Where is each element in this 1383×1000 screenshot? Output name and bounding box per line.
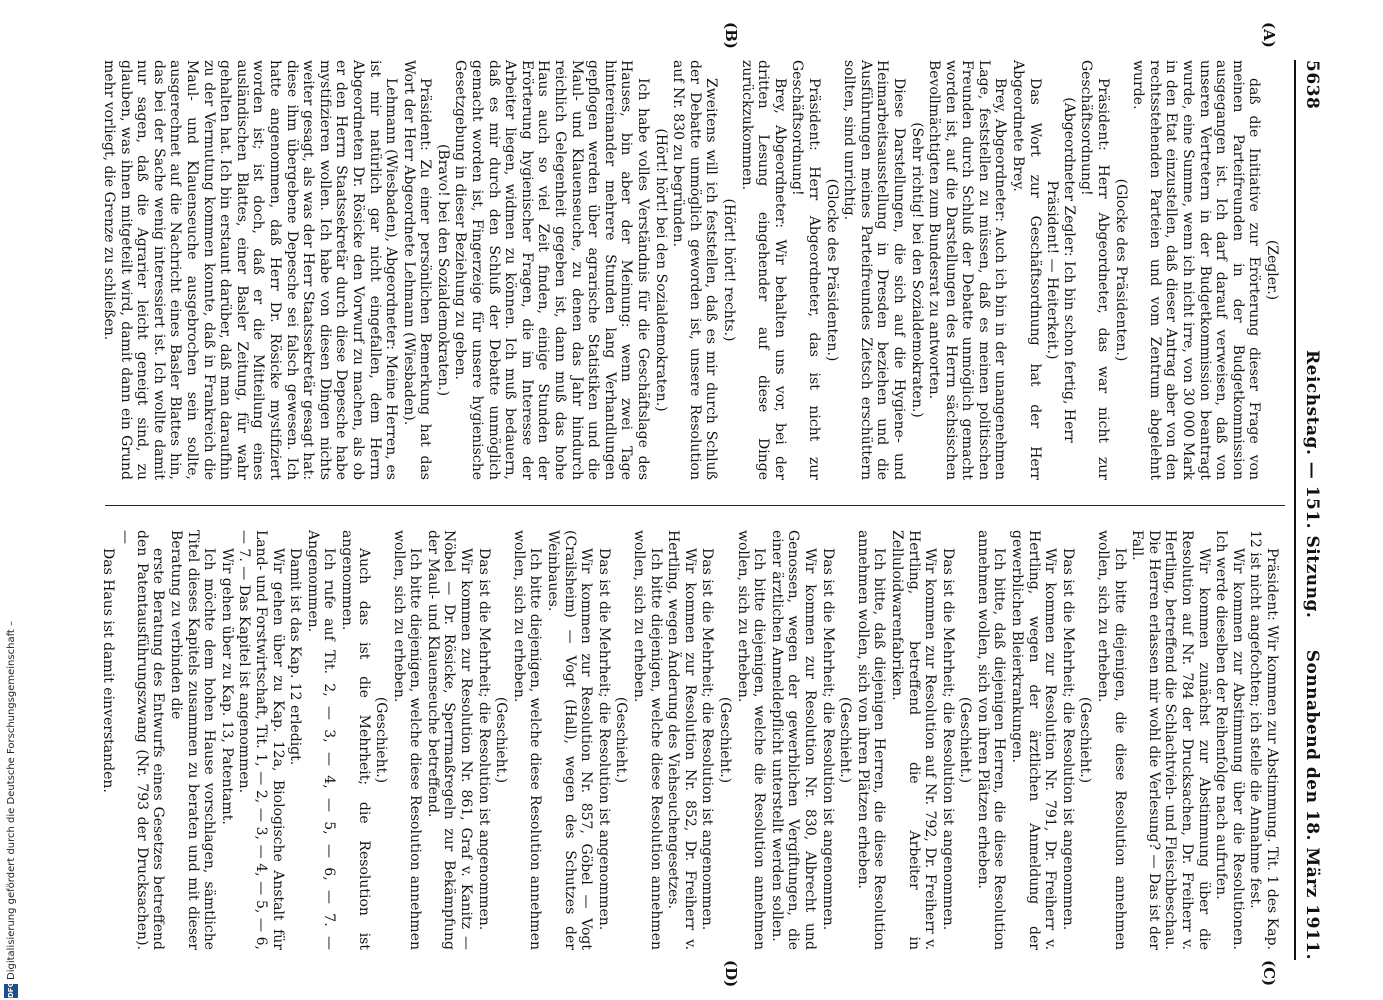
paragraph: (Geschieht.)	[717, 696, 733, 784]
paragraph: (Glocke des Präsidenten.)	[823, 178, 840, 362]
paragraph: (Hört! hört! rechts.)	[721, 198, 737, 342]
paragraph: Ich bitte diejenigen, welche diese Resolution annehmen wollen, sich zu erheben.	[390, 530, 424, 950]
paragraph: (Geschieht.)	[373, 696, 390, 784]
paragraph: Wir kommen zur Resolution Nr. 857, Göbel — Vogt (Crailsheim) — Vogt (Hall), wegen des Schutzes der Weinbaues.	[545, 530, 595, 950]
paragraph: Wir kommen zur Resolution Nr. 791, Dr. Freiherr v. Hertling, wegen der ärztlichen Anmeldung der gewerblichen Bleierkrankungen.	[1009, 530, 1059, 950]
paragraph: Das ist die Mehrheit; die Resolution ist angenommen.	[819, 548, 836, 931]
paragraph: Damit ist das Kap. 12 erledigt.	[287, 548, 304, 766]
paragraph: Brey, Abgeordneter: Auch ich bin in der unangenehmen Lage, feststellen zu müssen, daß es meinen politischen Freunden durch Schluß der Debatte unmöglich gemacht worden ist, auf die Darstellungen des Herrn sächsischen Bevollmächtigten zum Bundesrat zu antworten.	[926, 60, 1009, 480]
paragraph: Das ist die Mehrheit; die Resolution ist angenommen.	[699, 548, 716, 931]
paragraph: (Geschieht.)	[493, 696, 510, 784]
dfg-logo-icon: DFG	[4, 984, 18, 998]
paragraph: (Geschieht.)	[957, 696, 974, 784]
paragraph: Diese Darstellungen, die sich auf die Hygiene- und Heimarbeitsausstellung in Dresden beziehen und die Ausführungen meines Parteifreundes Zietsch erschüttern sollten, sind unrichtig.	[841, 60, 907, 480]
paragraph: Das Wort zur Geschäftsordnung hat der Herr Abgeordnete Brey.	[1010, 60, 1043, 480]
paragraph: Präsident: Zu einer persönlichen Bemerkung hat das Wort der Herr Abgeordnete Lehmann (Wiesbaden).	[400, 60, 434, 480]
margin-marker-a: (A)	[1260, 22, 1278, 48]
digitization-credit	[2, 0, 26, 1000]
margin-marker-d: (D)	[722, 960, 740, 988]
margin-marker-b: (B)	[722, 22, 740, 49]
paragraph: Präsident: Herr Abgeordneter, das war nicht zur Geschäftsordnung!	[1078, 60, 1112, 480]
paragraph: (Geschieht.)	[1077, 696, 1094, 784]
paragraph: (Zegler.)	[1264, 239, 1280, 301]
paragraph: Wir kommen zur Abstimmung über die Resolutionen. Ich werde dieselben der Reihenfolge nach aufrufen.	[1213, 530, 1246, 950]
page-number: 5638	[1302, 60, 1322, 110]
paragraph: Ich bitte, daß diejenigen Herren, die diese Resolution annehmen wollen, sich von ihren Plätzen erheben.	[974, 530, 1008, 950]
paragraph: Präsident: Wir kommen zur Abstimmung. Tit. 1 des Kap. 12 ist nicht angefochten; ich stelle die Annahme fest.	[1247, 530, 1280, 950]
paragraph: Präsident: Herr Abgeordneter, das ist nicht zur Geschäftsordnung!	[789, 60, 822, 480]
paragraph: Brey, Abgeordneter: Wir behalten uns vor, bei der dritten Lesung eingehender auf diese Dinge zurückzukommen.	[738, 60, 788, 480]
paragraph: Wir gehen über zu Kap. 13, Patentamt.	[218, 548, 235, 825]
document-page	[40, 0, 1340, 1000]
paragraph: Zweitens will ich feststellen, daß es mir durch Schluß der Debatte unmöglich geworden ist, unsere Resolution auf Nr. 830 zu begründen.	[670, 60, 720, 480]
paragraph: daß die Initiative zur Erörterung dieser Frage von meinen Parteifreunden in der Budgetkommission ausgegangen ist. Ich darf darauf verweisen, daß von unseren Vertretern in der Budgetkommission beantragt wurde, eine Summe, wenn ich nicht irre, von 30 000 Mark in den Etat einzustellen, daß dieser Antrag aber von den rechtsstehenden Parteien und vom Zentrum abgelehnt wurde.	[1130, 60, 1263, 480]
paragraph: Das ist die Mehrheit; die Resolution ist angenommen.	[595, 548, 612, 931]
paragraph: Wir gehen über zu Kap. 12a, Biologische Anstalt für Land- und Forstwirtschaft, Tit. 1, — 2, — 3, — 4, — 5, — 6, — 7. — Das Kapitel ist angenommen.	[236, 530, 286, 950]
paragraph: Wir kommen zunächst zur Abstimmung über die Resolution auf Nr. 784 der Drucksachen, Dr. Freiherr v. Hertling, betreffend die Schlachtvieh- und Fleischbeschau. Die Herren erlassen mir wohl die Verlesung? — Das ist der Fall.	[1129, 530, 1212, 950]
paragraph: (Bravo! bei den Sozialdemokraten.)	[434, 143, 451, 397]
left-text-column	[101, 60, 1280, 480]
session-date: Sonnabend den 18. März 1911.	[1302, 649, 1322, 960]
paragraph: Ich bitte diejenigen, die diese Resolution annehmen wollen, sich zu erheben.	[1095, 530, 1128, 950]
right-text-column	[99, 530, 1280, 950]
paragraph: Ich bitte diejenigen, welche die Resolution annehmen wollen, sich zu erheben.	[734, 530, 768, 950]
column-divider	[105, 505, 1285, 506]
paragraph: (Sehr richtig! bei den Sozialdemokraten.)	[908, 122, 925, 418]
paragraph: Ich rufe auf Tit. 2, — 3, — 4, — 5, — 6, — 7. — Angenommen.	[304, 530, 338, 950]
paragraph: Auch das ist die Mehrheit; die Resolution ist angenommen.	[338, 530, 372, 950]
page-header	[1294, 60, 1322, 960]
paragraph: (Abgeordneter Zegler: Ich bin schon fertig, Herr Präsident! — Heiterkeit.)	[1044, 97, 1077, 443]
paragraph: Wir kommen zur Resolution Nr. 830, Albrecht und Genossen, wegen der gewerblichen Vergiftungen, die einer ärztlichen Anmeldepflicht unterstellt werden sollen.	[768, 530, 818, 950]
paragraph: Wir kommen zur Resolution Nr. 852, Dr. Freiherr v. Hertling, wegen Änderung des Viehseuchengesetzes.	[665, 530, 698, 950]
paragraph: Das ist die Mehrheit; die Resolution ist angenommen.	[1059, 548, 1076, 931]
paragraph: erste Beratung des Entwurfs eines Gesetzes betreffend den Patentausführungszwang (Nr. 793 der Drucksachen). —	[117, 530, 167, 950]
paragraph: Wir kommen zur Resolution auf Nr. 792, Dr. Freiherr v. Hertling, betreffend die Arbeiter in Zelluloidwarenfabriken.	[888, 530, 939, 950]
paragraph: Ich bitte diejenigen, welche diese Resolution annehmen wollen, sich zu erheben.	[631, 530, 664, 950]
paragraph: Das Haus ist damit einverstanden.	[99, 548, 116, 793]
margin-marker-c: (C)	[1260, 960, 1278, 987]
credit-text: Digitalisierung gefördert durch die Deutsche Forschungsgemeinschaft –	[6, 620, 17, 980]
paragraph: Ich möchte dem hohen Hause vorschlagen, sämtliche Titel dieses Kapitels zusammen zu beraten und mit dieser Beratung zu verbinden die	[168, 530, 218, 950]
paragraph: Ich bitte diejenigen, welche diese Resolution annehmen wollen, sich zu erheben.	[510, 530, 544, 950]
paragraph: (Glocke des Präsidenten.)	[1112, 178, 1129, 362]
paragraph: Lehmann (Wiesbaden), Abgeordneter: Meine Herren, es ist mir natürlich gar nicht eingefallen, dem Herrn Abgeordneten Dr. Rösicke den Vorwurf zu machen, als ob er den Herrn Staatssekretär durch diese Depesche habe mystifizieren wollen. Ich habe von diesen Dingen nichts weiter gesagt, als was der Herr Staatssekretär gesagt hat: diese ihm übergebene Depesche sei falsch gewesen. Ich hatte angenommen, daß Herr Dr. Rösicke mystifiziert worden ist; ist doch, daß er die Mitteilung eines ausländischen Blattes, einer Basler Zeitung, für wahr gehalten hat. Ich bin erstaunt darüber, daß man daraufhin zu der Vermutung kommen konnte, daß in Frankreich die Maul- und Klauenseuche ausgebrochen sein sollte, ausgerechnet auf die Nachricht eines Basler Blattes hin, das bei der Sache wenig interessiert ist. Ich wollte damit nur sagen, daß die Agrarier leicht geneigt sind, zu glauben, was ihnen mitgeteilt wird, damit dann ein Grund mehr vorliegt, die Grenze zu schließen.	[101, 60, 400, 480]
paragraph: (Geschieht.)	[613, 696, 630, 784]
paragraph: Ich bitte, daß diejenigen Herren, die diese Resolution annehmen wollen, sich von ihren Plätzen erheben.	[854, 530, 888, 950]
paragraph: (Geschieht.)	[837, 696, 854, 784]
paragraph: Wir kommen zur Resolution Nr. 861, Graf v. Kanitz — Nöbel — Dr. Rösicke, Sperrmaßregeln zur Bekämpfung der Maul- und Klauenseuche betreffend.	[424, 530, 475, 950]
session-title: Reichstag. — 151. Sitzung.	[1302, 350, 1322, 619]
paragraph: (Hört! hört! bei den Sozialdemokraten.)	[652, 128, 669, 412]
paragraph: Das ist die Mehrheit; die Resolution ist angenommen.	[475, 548, 492, 931]
paragraph: Das ist die Mehrheit; die Resolution ist angenommen.	[939, 548, 956, 931]
paragraph: Ich habe volles Verständnis für die Geschäftslage des Hauses, bin aber der Meinung: wenn zwei Tage hintereinander mehrere Stunden lang Verhandlungen gepflogen werden über agrarische Statistiken und die Maul- und Klauenseuche, zu denen das Jahr hindurch reichlich Gelegenheit gegeben ist, dann muß das hohe Haus auch so viel Zeit finden, einige Stunden der Erörterung hygienischer Fragen, die im Interesse der Arbeiter liegen, widmen zu können. Ich muß bedauern, daß es mir durch den Schluß der Debatte unmöglich gemacht worden ist, Fingerzeige für unsere hygienische Gesetzgebung in dieser Beziehung zu geben.	[452, 60, 652, 480]
